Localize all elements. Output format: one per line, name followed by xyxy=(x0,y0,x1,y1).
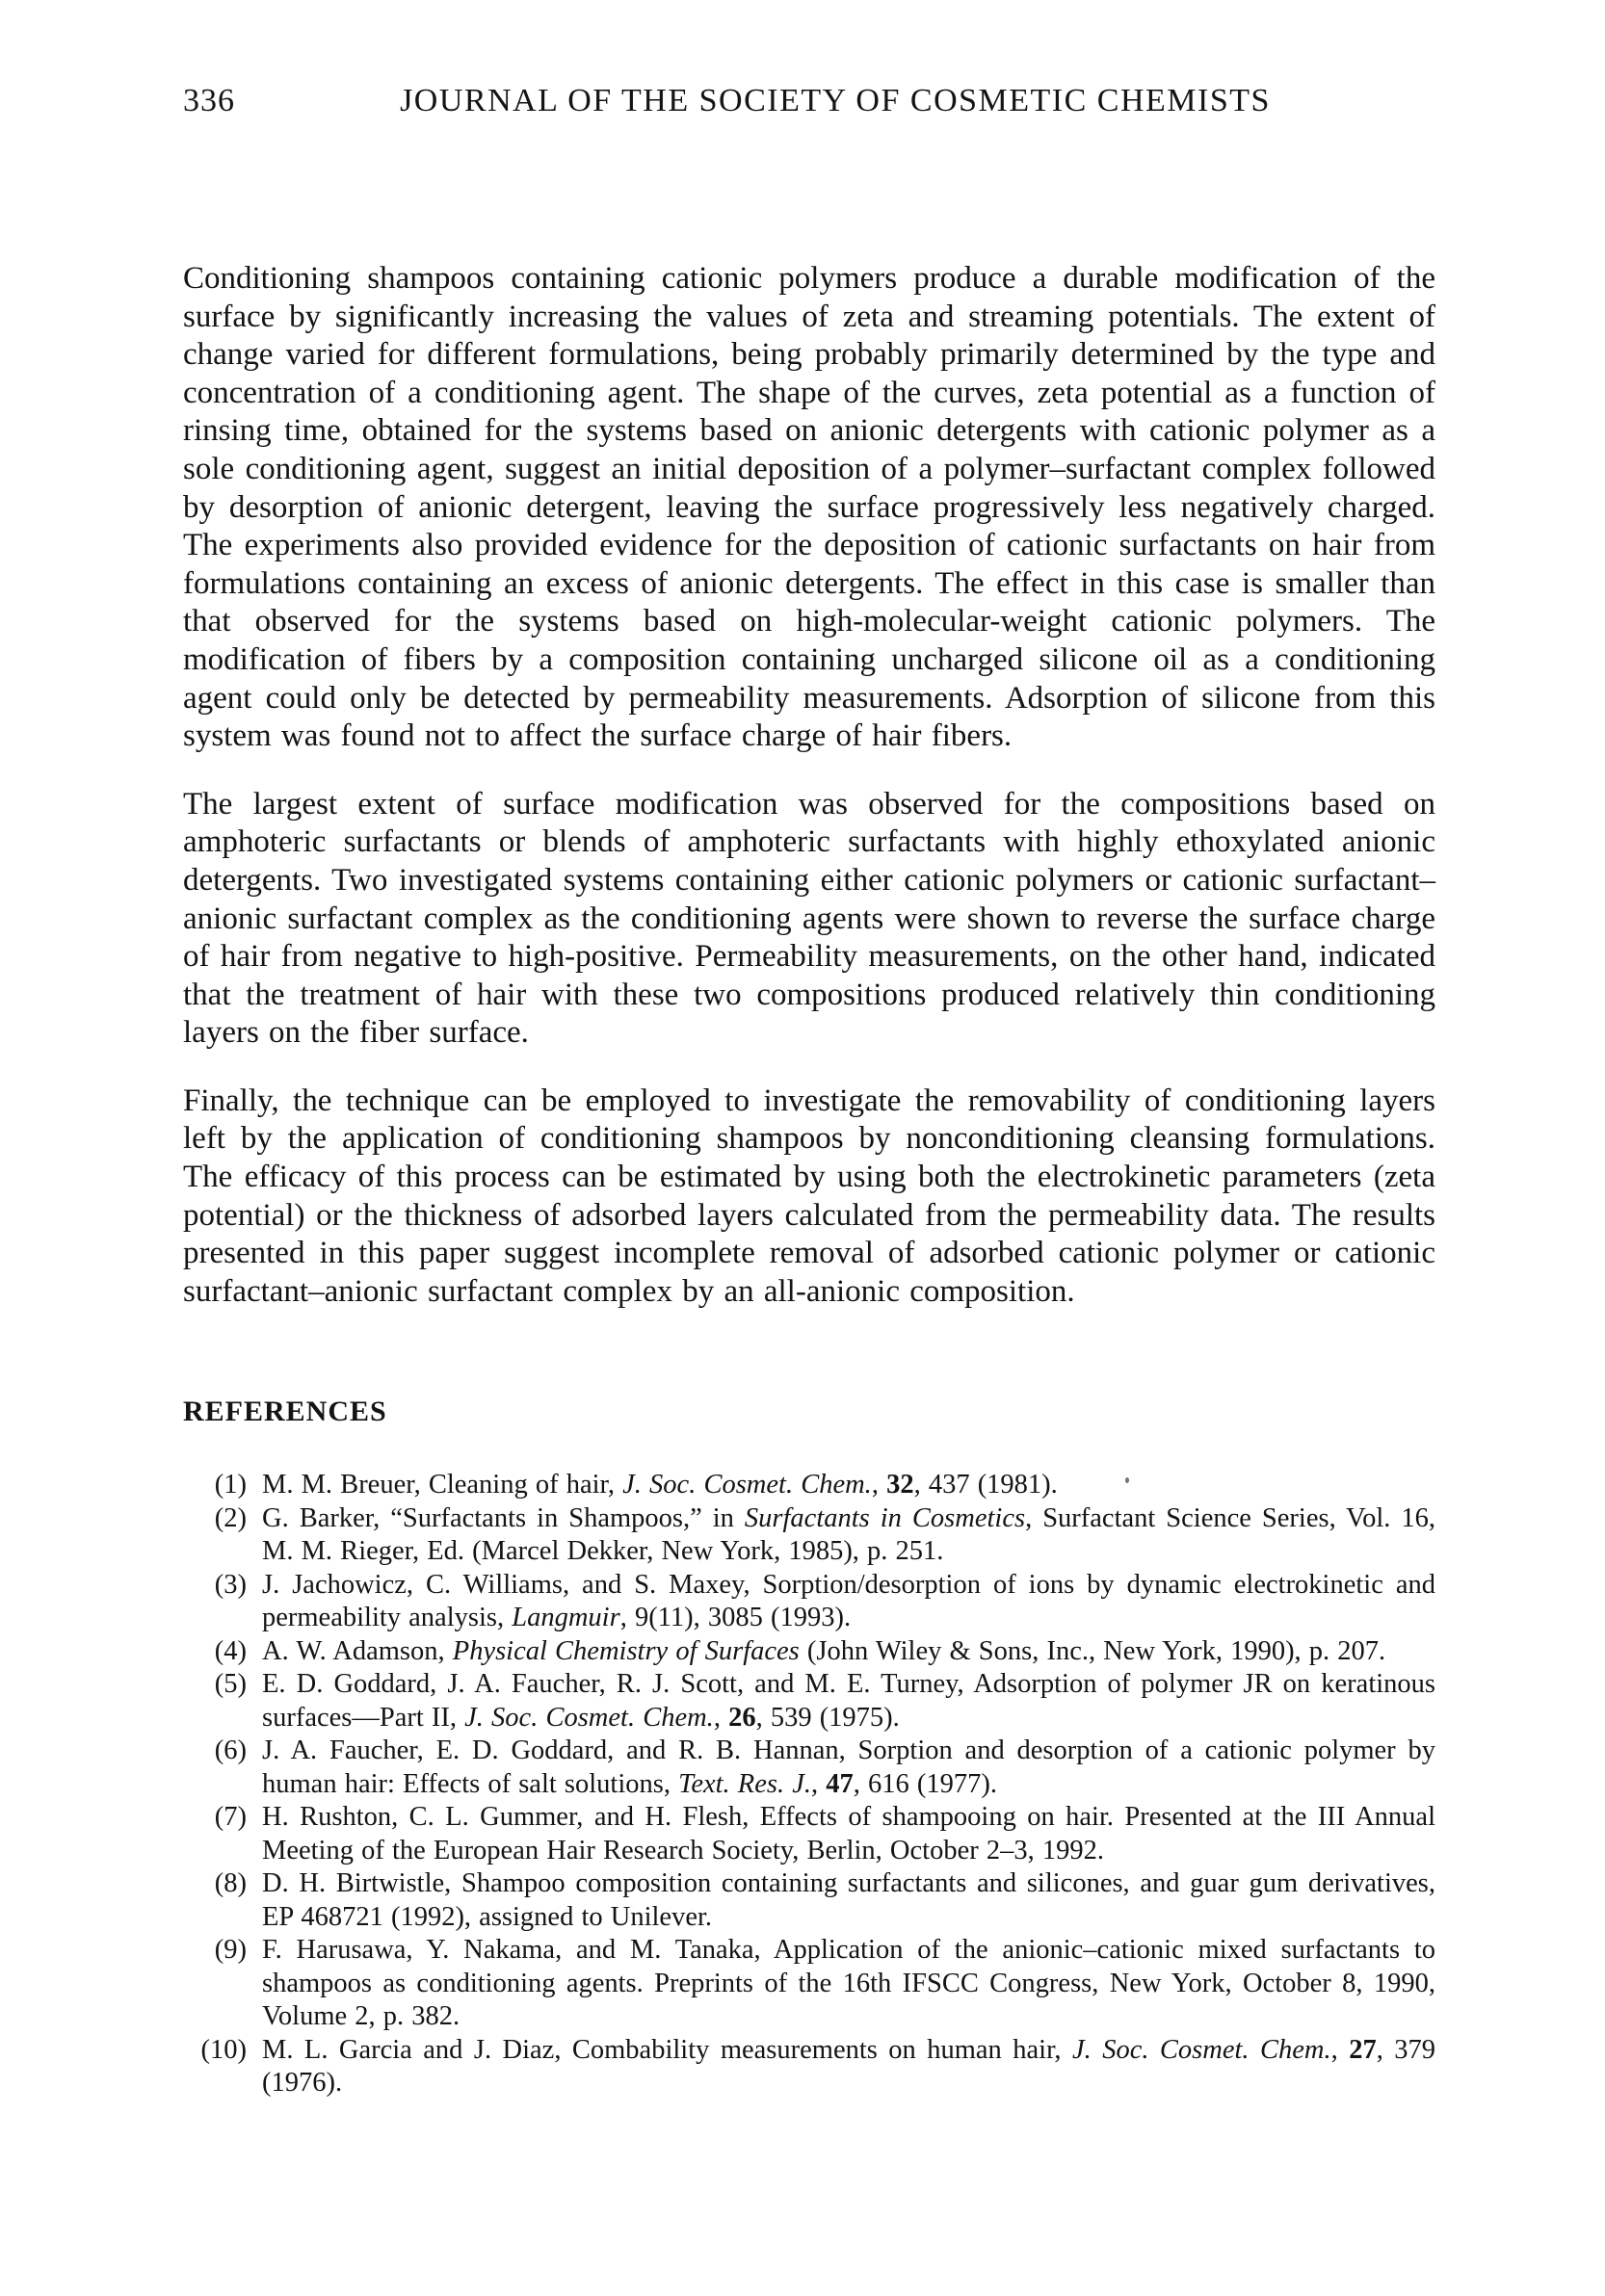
reference-number: (7) xyxy=(214,1802,247,1833)
reference-item xyxy=(183,1867,1435,1934)
references-heading: REFERENCES xyxy=(183,1396,387,1428)
abstract-paragraph: The largest extent of surface modification was observed for the compositions based on amphoteric surfactants or blends of amphoteric surfactants with highly ethoxylated anionic detergents. Two investigated systems containing either cationic polymers or cationic surfactant–anionic surfactant complex as the conditioning agents were shown to reverse the surface charge of hair from negative to high-positive. Permeability measurements, on the other hand, indicated that the treatment of hair with these two compositions produced relatively thin conditioning layers on the fiber surface. xyxy=(183,786,1435,1051)
reference-text: M. L. Garcia and J. Diaz, Combability measurements on human hair, J. Soc. Cosmet. Chem., 27, 379 (1976). xyxy=(262,2034,1436,2099)
abstract-section xyxy=(183,260,1435,1311)
reference-item xyxy=(183,1801,1435,1867)
reference-item xyxy=(183,1569,1435,1635)
abstract-paragraph: Finally, the technique can be employed to investigate the removability of conditioning layers left by the application of conditioning shampoos by nonconditioning cleansing formulations. The efficacy of this process can be estimated by using both the electrokinetic parameters (zeta potential) or the thickness of adsorbed layers calculated from the permeability data. The results presented in this paper suggest incomplete removal of adsorbed cationic polymer or cationic surfactant–anionic surfactant complex by an all-anionic composition. xyxy=(183,1083,1435,1309)
scan-artifact-dot xyxy=(1125,1477,1129,1483)
reference-text: A. W. Adamson, Physical Chemistry of Surfaces (John Wiley & Sons, Inc., New York, 1990), p. 207. xyxy=(262,1635,1386,1666)
reference-text: G. Barker, “Surfactants in Shampoos,” in Surfactants in Cosmetics, Surfactant Science Series, Vol. 16, M. M. Rieger, Ed. (Marcel Dekker, New York, 1985), p. 251. xyxy=(262,1502,1435,1567)
reference-number: (9) xyxy=(214,1935,247,1966)
reference-item xyxy=(183,1735,1435,1801)
reference-text: F. Harusawa, Y. Nakama, and M. Tanaka, Application of the anionic–cationic mixed surfactants to shampoos as conditioning agents. Preprints of the 16th IFSCC Congress, New York, October 8, 1990, Volume 2, p. 382. xyxy=(262,1935,1435,2032)
reference-item xyxy=(183,1934,1435,2034)
reference-number: (1) xyxy=(214,1470,247,1500)
reference-text: J. A. Faucher, E. D. Goddard, and R. B. Hannan, Sorption and desorption of a cationic polymer by human hair: Effects of salt solutions, Text. Res. J., 47, 616 (1977). xyxy=(262,1735,1435,1799)
reference-number: (6) xyxy=(214,1735,247,1766)
reference-number: (3) xyxy=(214,1569,247,1600)
reference-text: J. Jachowicz, C. Williams, and S. Maxey, Sorption/desorption of ions by dynamic electrokinetic and permeability analysis, Langmuir, 9(11), 3085 (1993). xyxy=(262,1569,1435,1633)
reference-item xyxy=(183,1502,1435,1569)
reference-number: (10) xyxy=(200,2034,247,2065)
running-head xyxy=(183,83,1435,119)
abstract-paragraph: Conditioning shampoos containing cationic polymers produce a durable modification of the surface by significantly increasing the values of zeta and streaming potentials. The extent of change varied for different formulations, being probably primarily determined by the type and concentration of a conditioning agent. The shape of the curves, zeta potential as a function of rinsing time, obtained for the systems based on anionic detergents with cationic polymer as a sole conditioning agent, suggest an initial deposition of a polymer–surfactant complex followed by desorption of anionic detergent, leaving the surface progressively less negatively charged. The experiments also provided evidence for the deposition of cationic surfactants on hair from formulations containing an excess of anionic detergents. The effect in this case is smaller than that observed for the systems based on high-molecular-weight cationic polymers. The modification of fibers by a composition containing uncharged silicone oil as a conditioning agent could only be detected by permeability measurements. Adsorption of silicone from this system was found not to affect the surface charge of hair fibers. xyxy=(183,261,1435,754)
reference-text: H. Rushton, C. L. Gummer, and H. Flesh, Effects of shampooing on hair. Presented at the III Annual Meeting of the European Hair Research Society, Berlin, October 2–3, 1992. xyxy=(262,1802,1435,1866)
references-list xyxy=(183,1469,1435,2100)
reference-item xyxy=(183,1668,1435,1735)
journal-title: JOURNAL OF THE SOCIETY OF COSMETIC CHEMISTS xyxy=(400,83,1271,118)
reference-item xyxy=(183,2034,1435,2100)
reference-number: (8) xyxy=(214,1868,247,1899)
reference-item xyxy=(183,1635,1435,1669)
page-number: 336 xyxy=(183,83,235,118)
reference-text: M. M. Breuer, Cleaning of hair, J. Soc. Cosmet. Chem., 32, 437 (1981). xyxy=(262,1470,1058,1500)
reference-item xyxy=(183,1469,1435,1502)
reference-text: D. H. Birtwistle, Shampoo composition containing surfactants and silicones, and guar gum derivatives, EP 468721 (1992), assigned to Unilever. xyxy=(262,1868,1435,1932)
reference-number: (2) xyxy=(214,1502,247,1533)
reference-number: (4) xyxy=(214,1635,247,1666)
reference-number: (5) xyxy=(214,1669,247,1700)
reference-text: E. D. Goddard, J. A. Faucher, R. J. Scott, and M. E. Turney, Adsorption of polymer JR on keratinous surfaces—Part II, J. Soc. Cosmet. Chem., 26, 539 (1975). xyxy=(262,1669,1435,1733)
